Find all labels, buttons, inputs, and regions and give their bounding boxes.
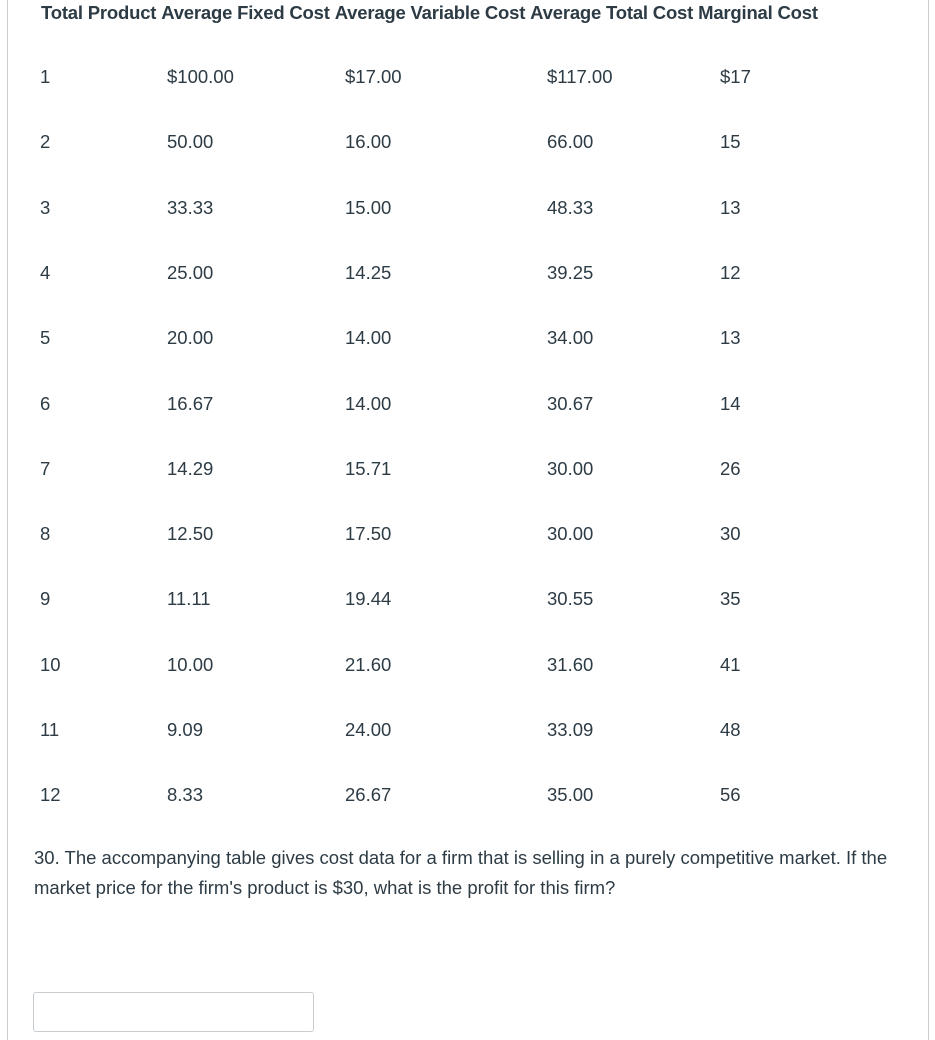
table-row [0, 326, 935, 350]
table-row [0, 392, 935, 416]
atc-cell: 39.25 [547, 261, 594, 283]
table-row [0, 587, 935, 611]
table-row [0, 130, 935, 154]
atc-cell: 33.09 [547, 719, 594, 740]
answer-input[interactable] [33, 992, 314, 1032]
total-product-cell: 12 [40, 784, 61, 806]
mc-cell: $17 [720, 66, 751, 87]
atc-cell: 31.60 [547, 653, 594, 675]
avc-cell: 14.00 [345, 392, 392, 414]
avc-cell: 15.71 [345, 457, 392, 479]
table-row [0, 522, 935, 546]
total-product-cell: 5 [40, 327, 51, 349]
afc-cell: 9.09 [167, 719, 204, 740]
header-average-fixed-cost: Average Fixed Cost [161, 2, 330, 23]
mc-cell: 48 [720, 719, 741, 740]
mc-cell: 13 [720, 327, 741, 349]
table-row [0, 783, 935, 807]
total-product-cell: 11 [40, 719, 60, 740]
avc-cell: $17.00 [345, 66, 402, 87]
mc-cell: 30 [720, 523, 741, 545]
afc-cell: 10.00 [167, 653, 214, 675]
atc-cell: 30.00 [547, 523, 594, 545]
total-product-cell: 9 [40, 588, 51, 610]
atc-cell: $117.00 [547, 66, 613, 87]
afc-cell: 25.00 [167, 261, 214, 283]
total-product-cell: 7 [40, 457, 51, 479]
mc-cell: 56 [720, 784, 741, 806]
afc-cell: 50.00 [167, 131, 214, 153]
header-marginal-cost: Marginal Cost [698, 2, 818, 23]
table-header [41, 0, 823, 26]
avc-cell: 21.60 [345, 653, 392, 675]
total-product-cell: 8 [40, 523, 51, 545]
afc-cell: $100.00 [167, 66, 234, 87]
afc-cell: 16.67 [167, 392, 214, 414]
afc-cell: 14.29 [167, 457, 214, 479]
mc-cell: 12 [720, 261, 741, 283]
mc-cell: 15 [720, 131, 741, 153]
total-product-cell: 10 [40, 653, 61, 675]
table-row [0, 718, 935, 742]
afc-cell: 12.50 [167, 523, 214, 545]
question-text: 30. The accompanying table gives cost data for a firm that is selling in a purely competitive market. If the market price for the firm's product is $30, what is the profit for this firm? [34, 847, 888, 898]
atc-cell: 30.00 [547, 457, 594, 479]
atc-cell: 35.00 [547, 784, 594, 806]
atc-cell: 30.55 [547, 588, 594, 610]
avc-cell: 26.67 [345, 784, 392, 806]
afc-cell: 8.33 [167, 784, 204, 806]
avc-cell: 24.00 [345, 719, 392, 740]
total-product-cell: 1 [40, 66, 51, 87]
mc-cell: 41 [720, 653, 741, 675]
mc-cell: 13 [720, 196, 741, 218]
afc-cell: 20.00 [167, 327, 214, 349]
afc-cell: 33.33 [167, 196, 214, 218]
atc-cell: 34.00 [547, 327, 594, 349]
table-row [0, 196, 935, 220]
table-row [0, 261, 935, 285]
avc-cell: 16.00 [345, 131, 392, 153]
header-total-product: Total Product [41, 2, 157, 23]
atc-cell: 30.67 [547, 392, 594, 414]
total-product-cell: 4 [40, 261, 51, 283]
mc-cell: 26 [720, 457, 741, 479]
afc-cell: 11.11 [167, 588, 211, 610]
atc-cell: 48.33 [547, 196, 594, 218]
total-product-cell: 2 [40, 131, 51, 153]
total-product-cell: 6 [40, 392, 51, 414]
avc-cell: 14.00 [345, 327, 392, 349]
header-average-total-cost: Average Total Cost [530, 2, 694, 23]
table-row [0, 653, 935, 677]
total-product-cell: 3 [40, 196, 51, 218]
table-row [0, 457, 935, 481]
atc-cell: 66.00 [547, 131, 594, 153]
avc-cell: 15.00 [345, 196, 392, 218]
avc-cell: 19.44 [345, 588, 392, 610]
mc-cell: 14 [720, 392, 741, 414]
avc-cell: 17.50 [345, 523, 392, 545]
mc-cell: 35 [720, 588, 741, 610]
table-row [0, 65, 935, 89]
header-average-variable-cost: Average Variable Cost [334, 2, 526, 23]
avc-cell: 14.25 [345, 261, 392, 283]
